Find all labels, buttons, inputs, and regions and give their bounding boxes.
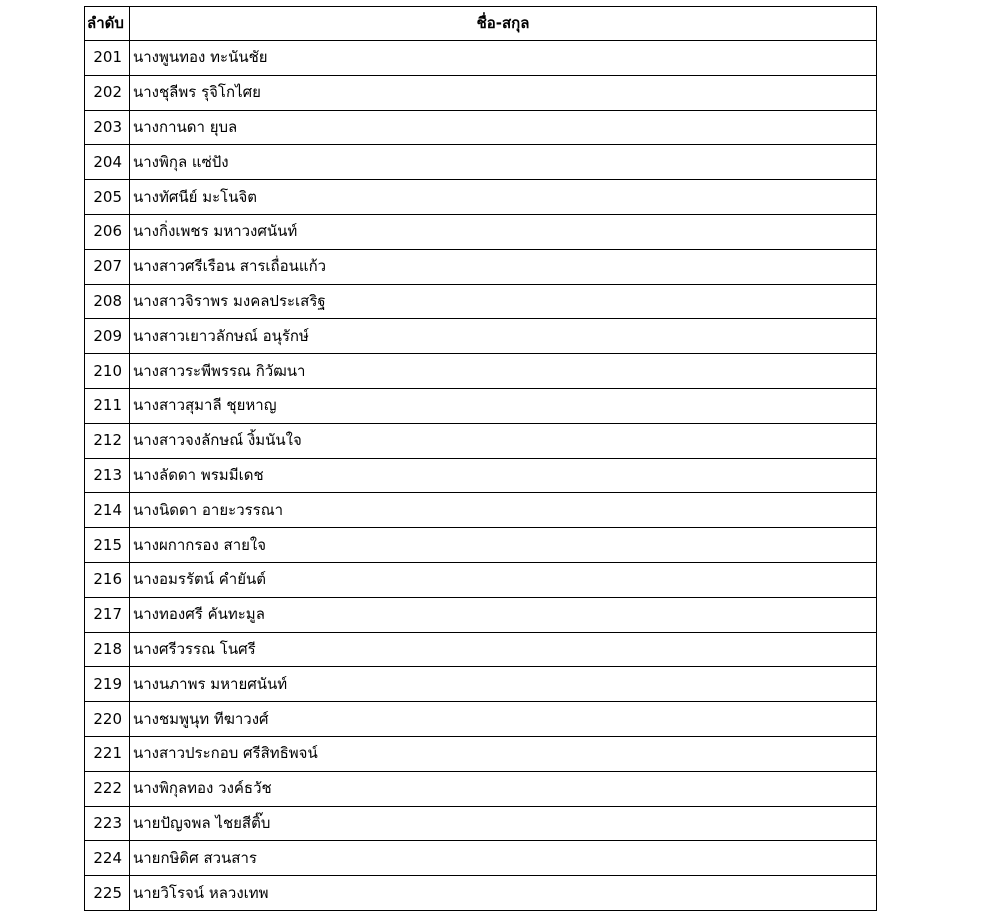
row-order-number: 213 — [85, 458, 130, 493]
row-full-name: นายวิโรจน์ หลวงเทพ — [130, 876, 877, 911]
name-list-table — [84, 6, 877, 911]
table-row — [85, 493, 877, 528]
row-full-name: นางพูนทอง ทะนันชัย — [130, 41, 877, 76]
row-order-number: 205 — [85, 180, 130, 215]
row-full-name: นายปัญจพล ไชยสีติ๊บ — [130, 806, 877, 841]
row-full-name: นางสาวเยาวลักษณ์ อนุรักษ์ — [130, 319, 877, 354]
name-column-header: ชื่อ-สกุล — [130, 7, 877, 41]
table-row — [85, 41, 877, 76]
row-full-name: นายกษิดิศ สวนสาร — [130, 841, 877, 876]
table-row — [85, 876, 877, 911]
row-order-number: 209 — [85, 319, 130, 354]
table-row — [85, 528, 877, 563]
row-full-name: นางพิกุล แซ่ปัง — [130, 145, 877, 180]
table-row — [85, 806, 877, 841]
row-order-number: 212 — [85, 423, 130, 458]
row-order-number: 216 — [85, 562, 130, 597]
row-order-number: 202 — [85, 75, 130, 110]
row-full-name: นางสาวจงลักษณ์ งิ้มนันใจ — [130, 423, 877, 458]
table-row — [85, 667, 877, 702]
row-full-name: นางศรีวรรณ โนศรี — [130, 632, 877, 667]
table-row — [85, 249, 877, 284]
table-row — [85, 214, 877, 249]
table-row — [85, 736, 877, 771]
table-row — [85, 458, 877, 493]
table-row — [85, 597, 877, 632]
table-row — [85, 841, 877, 876]
table-row — [85, 284, 877, 319]
table-row — [85, 702, 877, 737]
row-full-name: นางชมพูนุท ทีฆาวงศ์ — [130, 702, 877, 737]
row-full-name: นางทองศรี คันทะมูล — [130, 597, 877, 632]
row-full-name: นางสาวจิราพร มงคลประเสริฐ — [130, 284, 877, 319]
row-order-number: 208 — [85, 284, 130, 319]
row-order-number: 218 — [85, 632, 130, 667]
row-full-name: นางสาวศรีเรือน สารเถื่อนแก้ว — [130, 249, 877, 284]
row-order-number: 221 — [85, 736, 130, 771]
row-order-number: 206 — [85, 214, 130, 249]
row-order-number: 219 — [85, 667, 130, 702]
table-row — [85, 423, 877, 458]
row-full-name: นางพิกุลทอง วงค์ธวัช — [130, 771, 877, 806]
row-order-number: 225 — [85, 876, 130, 911]
table-row — [85, 354, 877, 389]
table-row — [85, 562, 877, 597]
row-order-number: 203 — [85, 110, 130, 145]
table-row — [85, 388, 877, 423]
row-full-name: นางผกากรอง สายใจ — [130, 528, 877, 563]
row-full-name: นางลัดดา พรมมีเดช — [130, 458, 877, 493]
row-full-name: นางสาวระพีพรรณ กิวัฒนา — [130, 354, 877, 389]
row-order-number: 215 — [85, 528, 130, 563]
row-order-number: 204 — [85, 145, 130, 180]
row-full-name: นางสาวประกอบ ศรีสิทธิพจน์ — [130, 736, 877, 771]
row-full-name: นางสาวสุมาลี ชุยหาญ — [130, 388, 877, 423]
row-full-name: นางกิ่งเพชร มหาวงศนันท์ — [130, 214, 877, 249]
table-row — [85, 180, 877, 215]
row-order-number: 217 — [85, 597, 130, 632]
row-full-name: นางอมรรัตน์ คำยันต์ — [130, 562, 877, 597]
row-order-number: 224 — [85, 841, 130, 876]
order-column-header: ลำดับ — [85, 7, 130, 41]
row-full-name: นางชุลีพร รุจิโกไศย — [130, 75, 877, 110]
row-order-number: 220 — [85, 702, 130, 737]
table-row — [85, 632, 877, 667]
row-order-number: 201 — [85, 41, 130, 76]
table-row — [85, 110, 877, 145]
row-order-number: 207 — [85, 249, 130, 284]
row-full-name: นางทัศนีย์ มะโนจิต — [130, 180, 877, 215]
row-order-number: 223 — [85, 806, 130, 841]
row-full-name: นางนิดดา อายะวรรณา — [130, 493, 877, 528]
row-order-number: 222 — [85, 771, 130, 806]
row-order-number: 211 — [85, 388, 130, 423]
table-body — [85, 41, 877, 911]
table-row — [85, 771, 877, 806]
table-header-row — [85, 7, 877, 41]
row-full-name: นางนภาพร มหายศนันท์ — [130, 667, 877, 702]
table-row — [85, 75, 877, 110]
table-row — [85, 319, 877, 354]
row-order-number: 210 — [85, 354, 130, 389]
row-order-number: 214 — [85, 493, 130, 528]
table-row — [85, 145, 877, 180]
row-full-name: นางกานดา ยุบล — [130, 110, 877, 145]
